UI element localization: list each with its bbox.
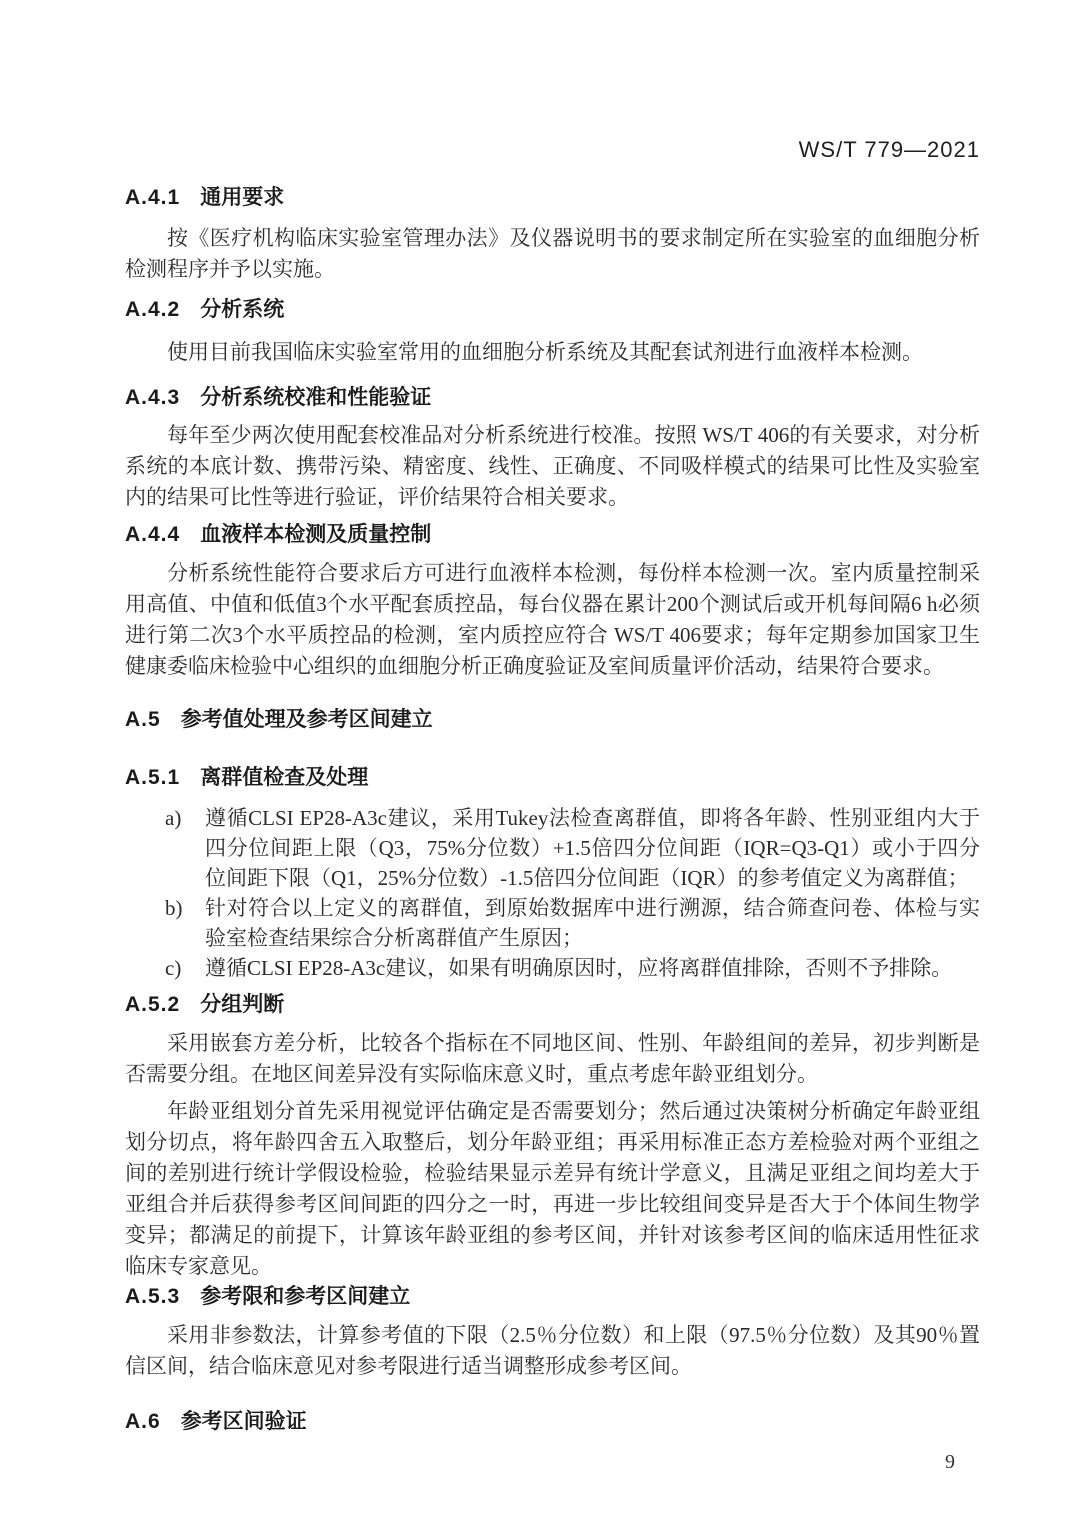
- heading-number: A.4.1: [125, 186, 181, 209]
- list-marker: a): [165, 806, 182, 830]
- heading-a442: [125, 295, 980, 325]
- heading-title: 参考区间验证: [180, 1410, 307, 1433]
- paragraph-a443: 每年至少两次使用配套校准品对分析系统进行校准。按照 WS/T 406的有关要求，对分析系统的本底计数、携带污染、精密度、线性、正确度、不同吸样模式的结果可比性及实验室内的结果可比性等进行验证，评价结果符合相关要求。: [125, 423, 980, 509]
- heading-title: 分组判断: [200, 993, 285, 1016]
- heading-a444: [125, 520, 980, 550]
- heading-a443: [125, 383, 980, 413]
- heading-title: 离群值检查及处理: [200, 766, 369, 789]
- paragraph-a444: 分析系统性能符合要求后方可进行血液样本检测，每份样本检测一次。室内质量控制采用高值、中值和低值3个水平配套质控品，每台仪器在累计200个测试后或开机每间隔6 h必须进行第二次3个水平质控品的检测，室内质控应符合 WS/T 406要求；每年定期参加国家卫生健康委临床检验中心组织的血细胞分析正确度验证及室间质量评价活动，结果符合要求。: [125, 561, 980, 678]
- paragraph-a53: 采用非参数法，计算参考值的下限（2.5％分位数）和上限（97.5％分位数）及其90％置信区间，结合临床意见对参考限进行适当调整形成参考区间。: [125, 1323, 980, 1378]
- heading-title: 参考值处理及参考区间建立: [180, 708, 433, 731]
- heading-title: 分析系统校准和性能验证: [200, 386, 432, 409]
- list-item-c: [125, 953, 980, 983]
- page-header: [125, 135, 980, 165]
- heading-number: A.4.2: [125, 298, 181, 321]
- list-marker: b): [165, 896, 183, 920]
- heading-a441: [125, 183, 980, 213]
- heading-title: 参考限和参考区间建立: [200, 1285, 411, 1308]
- heading-title: 血液样本检测及质量控制: [200, 523, 432, 546]
- list-text: 针对符合以上定义的离群值，到原始数据库中进行溯源，结合筛查问卷、体检与实验室检查结果综合分析离群值产生原因；: [205, 896, 980, 950]
- standard-code: WS/T 779—2021: [798, 137, 980, 162]
- list-marker: c): [165, 956, 182, 980]
- heading-a5: [125, 705, 980, 735]
- heading-number: A.6: [125, 1410, 161, 1433]
- ordered-list-a51: [125, 803, 980, 983]
- paragraph-a442: 使用目前我国临床实验室常用的血细胞分析系统及其配套试剂进行血液样本检测。: [167, 340, 923, 364]
- heading-number: A.5.1: [125, 766, 181, 789]
- heading-title: 分析系统: [200, 298, 285, 321]
- heading-a51: [125, 763, 980, 793]
- paragraph-a52-2: 年龄亚组划分首先采用视觉评估确定是否需要划分；然后通过决策树分析确定年龄亚组划分切点，将年龄四舍五入取整后，划分年龄亚组；再采用标准正态方差检验对两个亚组之间的差别进行统计学假设检验，检验结果显示差异有统计学意义，且满足亚组之间均差大于亚组合并后获得参考区间间距的四分之一时，再进一步比较组间变异是否大于个体间生物学变异；都满足的前提下，计算该年龄亚组的参考区间，并针对该参考区间的临床适用性征求临床专家意见。: [125, 1099, 980, 1278]
- heading-number: A.5.2: [125, 993, 181, 1016]
- page-number: 9: [945, 1451, 955, 1473]
- list-text: 遵循CLSI EP28-A3c建议，采用Tukey法检查离群值，即将各年龄、性别亚组内大于四分位间距上限（Q3，75%分位数）+1.5倍四分位间距（IQR=Q3-Q1）或小于四分位间距下限（Q1，25%分位数）-1.5倍四分位间距（IQR）的参考值定义为离群值；: [205, 806, 980, 890]
- heading-title: 通用要求: [200, 186, 285, 209]
- list-text: 遵循CLSI EP28-A3c建议，如果有明确原因时，应将离群值排除，否则不予排除。: [205, 956, 953, 980]
- heading-a53: [125, 1282, 980, 1312]
- paragraph-a441: 按《医疗机构临床实验室管理办法》及仪器说明书的要求制定所在实验室的血细胞分析检测程序并予以实施。: [125, 226, 980, 281]
- heading-number: A.4.3: [125, 386, 181, 409]
- heading-a52: [125, 990, 980, 1020]
- heading-number: A.5: [125, 708, 161, 731]
- heading-number: A.4.4: [125, 523, 181, 546]
- list-item-a: [125, 803, 980, 893]
- heading-a6: [125, 1407, 980, 1437]
- heading-number: A.5.3: [125, 1285, 181, 1308]
- list-item-b: [125, 893, 980, 953]
- paragraph-a52-1: 采用嵌套方差分析，比较各个指标在不同地区间、性别、年龄组间的差异，初步判断是否需要分组。在地区间差异没有实际临床意义时，重点考虑年龄亚组划分。: [125, 1031, 980, 1086]
